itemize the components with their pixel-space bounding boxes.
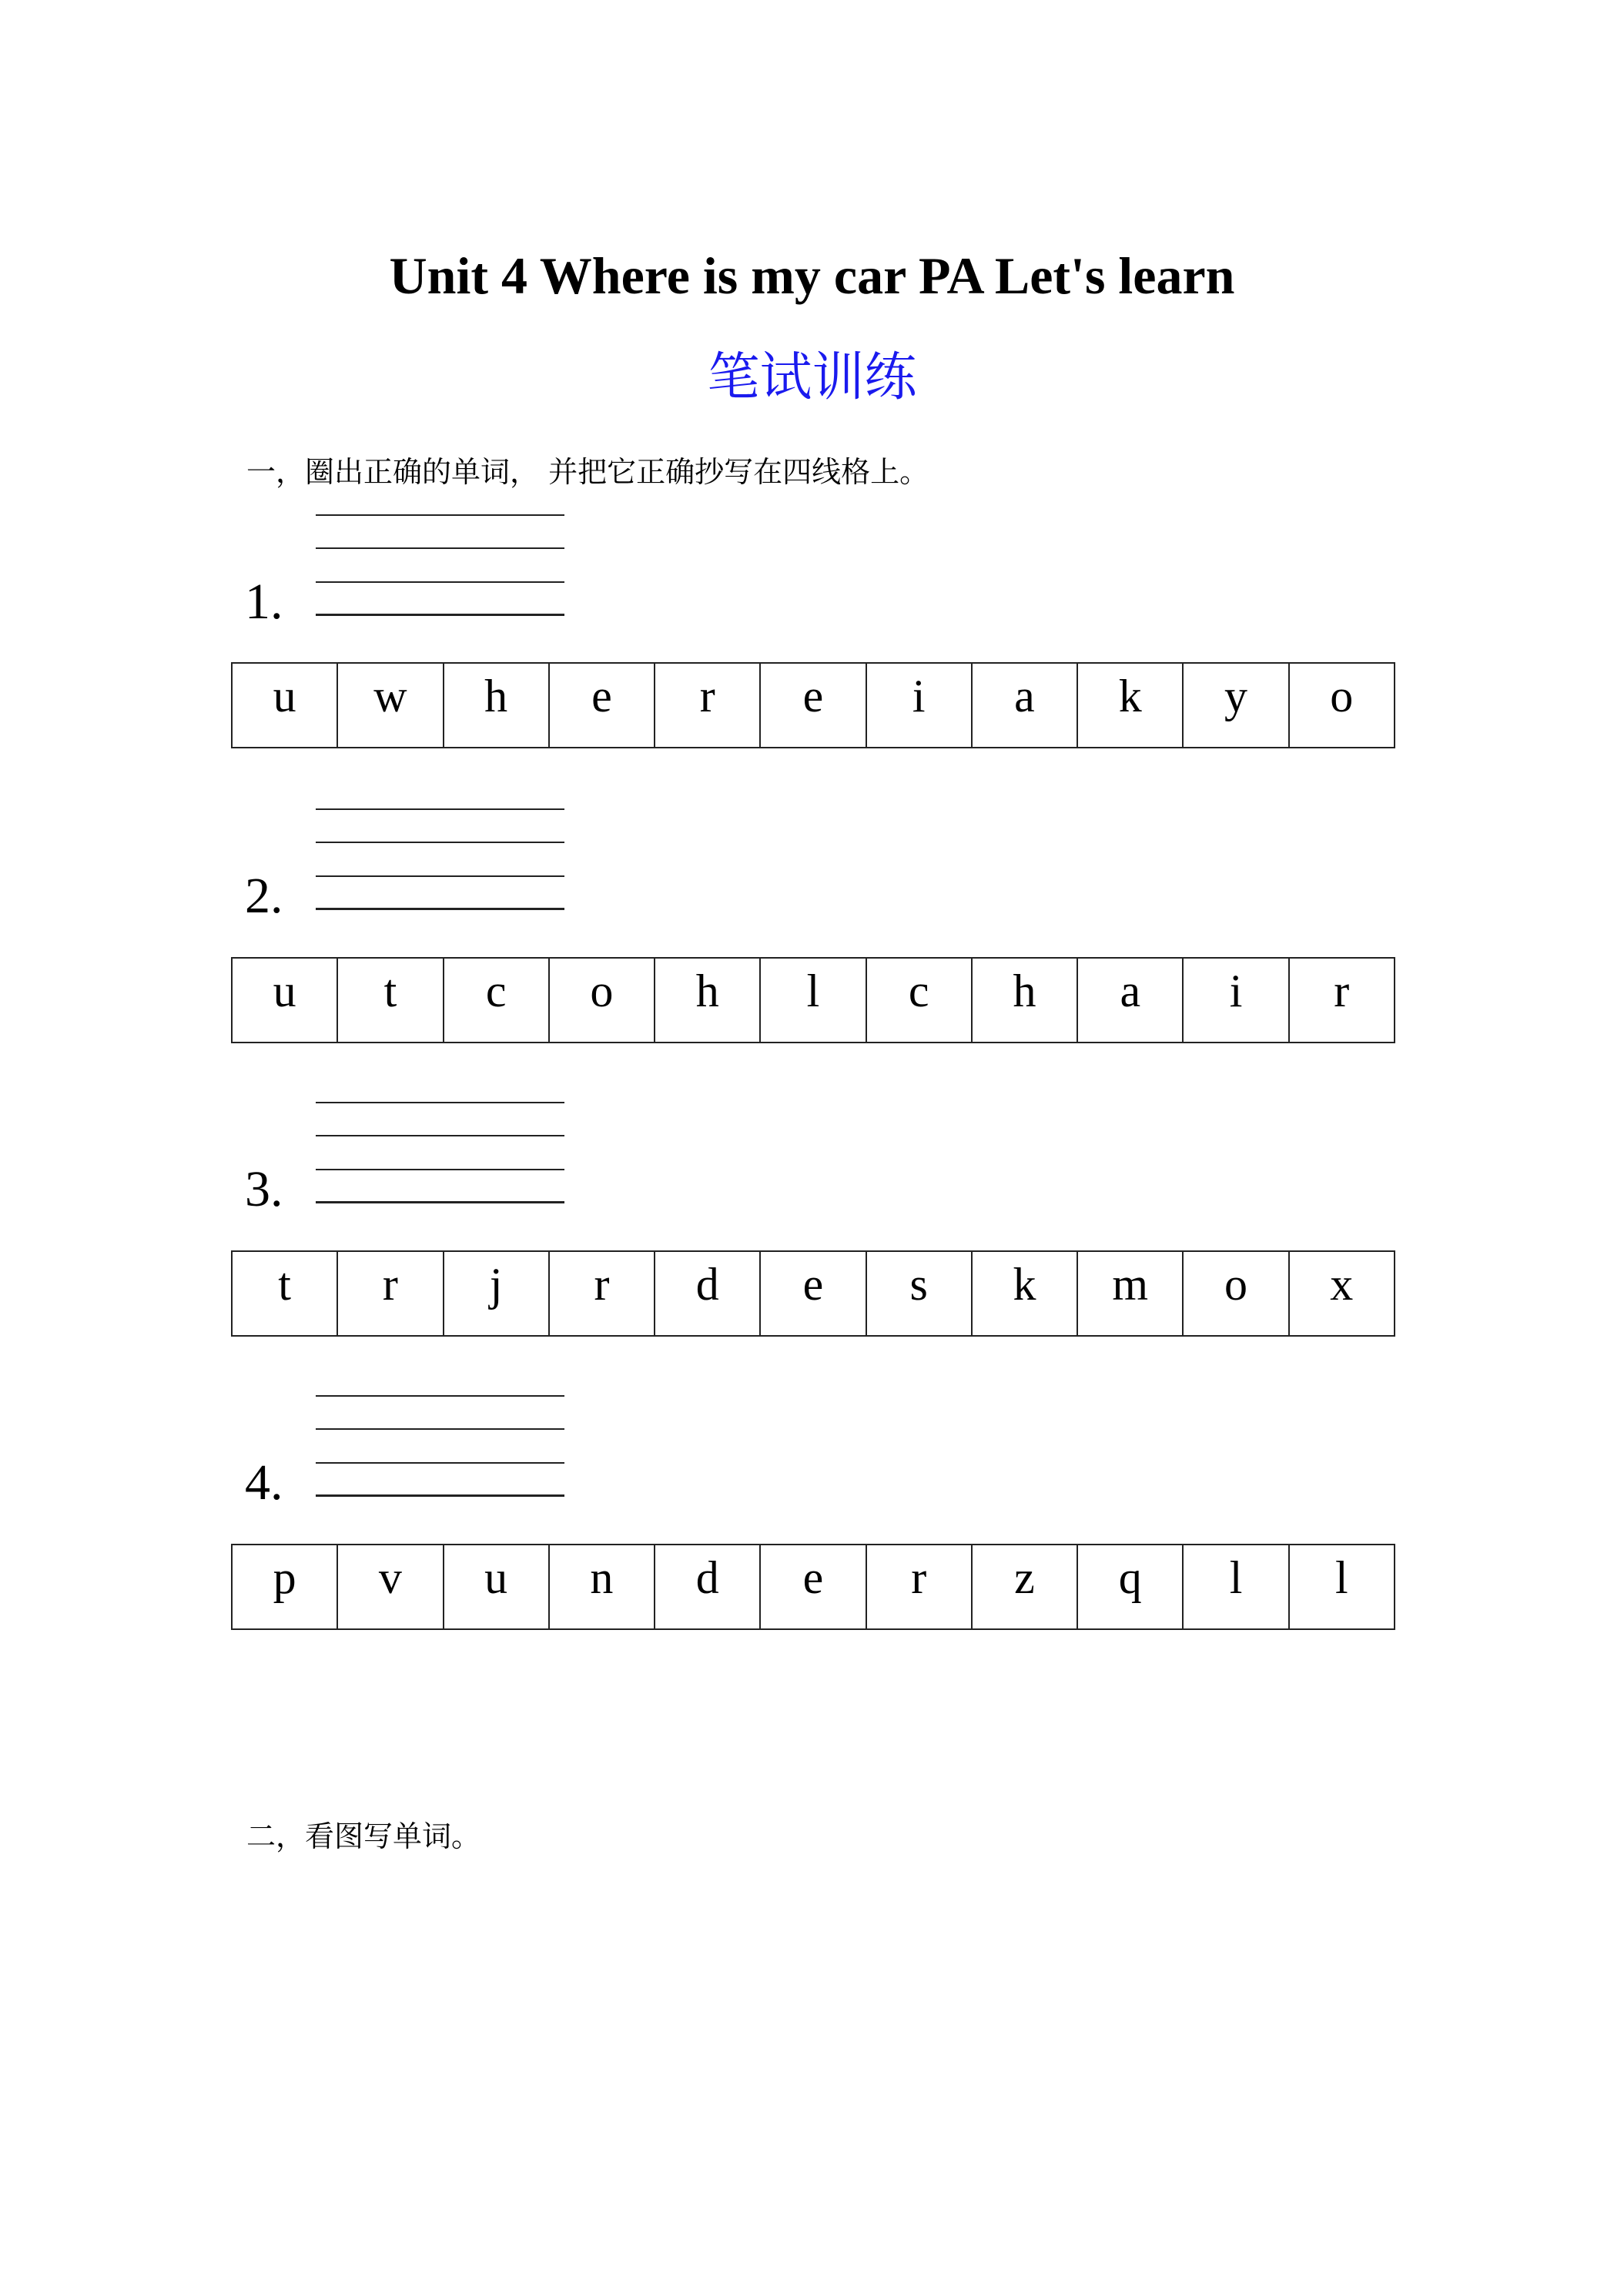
letter-cell[interactable]: k	[1078, 664, 1184, 747]
letter-grid	[231, 662, 1395, 748]
letter-cell[interactable]: r	[338, 1252, 444, 1335]
letter-cell[interactable]: k	[973, 1252, 1078, 1335]
writing-line	[316, 842, 564, 843]
letter-cell[interactable]: h	[655, 959, 761, 1042]
letter-cell[interactable]: r	[550, 1252, 655, 1335]
writing-line	[316, 1201, 564, 1203]
letter-cell[interactable]: h	[973, 959, 1078, 1042]
letter-cell[interactable]: c	[444, 959, 550, 1042]
four-line-writing-grid[interactable]	[316, 1102, 564, 1203]
letter-cell[interactable]: e	[761, 1252, 866, 1335]
letter-grid	[231, 1250, 1395, 1337]
item-number: 4.	[245, 1454, 283, 1511]
letter-cell[interactable]: m	[1078, 1252, 1184, 1335]
letter-cell[interactable]: p	[233, 1545, 338, 1628]
letter-cell[interactable]: j	[444, 1252, 550, 1335]
writing-line	[316, 1428, 564, 1430]
writing-line	[316, 1494, 564, 1497]
letter-cell[interactable]: l	[1334, 1552, 1348, 1603]
letter-cell[interactable]: e	[761, 664, 866, 747]
writing-line	[316, 1169, 564, 1170]
item-number: 1.	[245, 574, 283, 630]
letter-cell[interactable]: w	[338, 664, 444, 747]
letter-cell[interactable]: x	[1330, 1259, 1354, 1310]
letter-cell[interactable]: i	[1184, 959, 1289, 1042]
letter-cell[interactable]: n	[550, 1545, 655, 1628]
item-number: 2.	[245, 868, 283, 924]
writing-line	[316, 581, 564, 583]
letter-cell[interactable]: c	[867, 959, 973, 1042]
letter-cell[interactable]: r	[867, 1545, 973, 1628]
letter-cell[interactable]: o	[1184, 1252, 1289, 1335]
four-line-writing-grid[interactable]	[316, 1395, 564, 1497]
four-line-writing-grid[interactable]	[316, 808, 564, 910]
item-number: 3.	[245, 1161, 283, 1217]
letter-cell[interactable]: y	[1184, 664, 1289, 747]
worksheet-title: Unit 4 Where is my car PA Let's learn	[389, 246, 1235, 305]
four-line-writing-grid[interactable]	[316, 514, 564, 616]
letter-cell[interactable]: u	[233, 959, 338, 1042]
letter-cell[interactable]: o	[550, 959, 655, 1042]
letter-cell[interactable]: r	[655, 664, 761, 747]
letter-cell[interactable]: h	[444, 664, 550, 747]
section-1-heading: 一，圈出正确的单词， 并把它正确抄写在四线格上。	[246, 455, 929, 489]
writing-line	[316, 1102, 564, 1103]
writing-line	[316, 514, 564, 516]
worksheet-subtitle: 笔试训练	[707, 347, 917, 408]
letter-cell[interactable]: i	[867, 664, 973, 747]
writing-line	[316, 1395, 564, 1397]
letter-cell[interactable]: a	[1078, 959, 1184, 1042]
letter-cell[interactable]: u	[444, 1545, 550, 1628]
writing-line	[316, 875, 564, 877]
letter-cell[interactable]: z	[973, 1545, 1078, 1628]
writing-line	[316, 1135, 564, 1136]
letter-cell[interactable]: o	[1330, 671, 1354, 721]
writing-line	[316, 1462, 564, 1464]
letter-cell[interactable]: d	[655, 1545, 761, 1628]
letter-cell[interactable]: r	[1334, 966, 1350, 1016]
writing-line	[316, 908, 564, 910]
letter-cell[interactable]: a	[973, 664, 1078, 747]
writing-line	[316, 808, 564, 810]
letter-cell[interactable]: s	[867, 1252, 973, 1335]
letter-cell[interactable]: d	[655, 1252, 761, 1335]
section-2-heading: 二，看图写单词。	[246, 1819, 481, 1853]
letter-cell[interactable]: q	[1078, 1545, 1184, 1628]
writing-line	[316, 547, 564, 549]
letter-cell[interactable]: t	[338, 959, 444, 1042]
letter-cell[interactable]: v	[338, 1545, 444, 1628]
letter-cell[interactable]: t	[233, 1252, 338, 1335]
letter-cell[interactable]: e	[761, 1545, 866, 1628]
letter-cell[interactable]: l	[761, 959, 866, 1042]
writing-line	[316, 614, 564, 616]
letter-cell[interactable]: e	[550, 664, 655, 747]
letter-cell[interactable]: u	[233, 664, 338, 747]
letter-cell[interactable]: l	[1184, 1545, 1289, 1628]
letter-grid	[231, 957, 1395, 1043]
letter-grid	[231, 1544, 1395, 1630]
